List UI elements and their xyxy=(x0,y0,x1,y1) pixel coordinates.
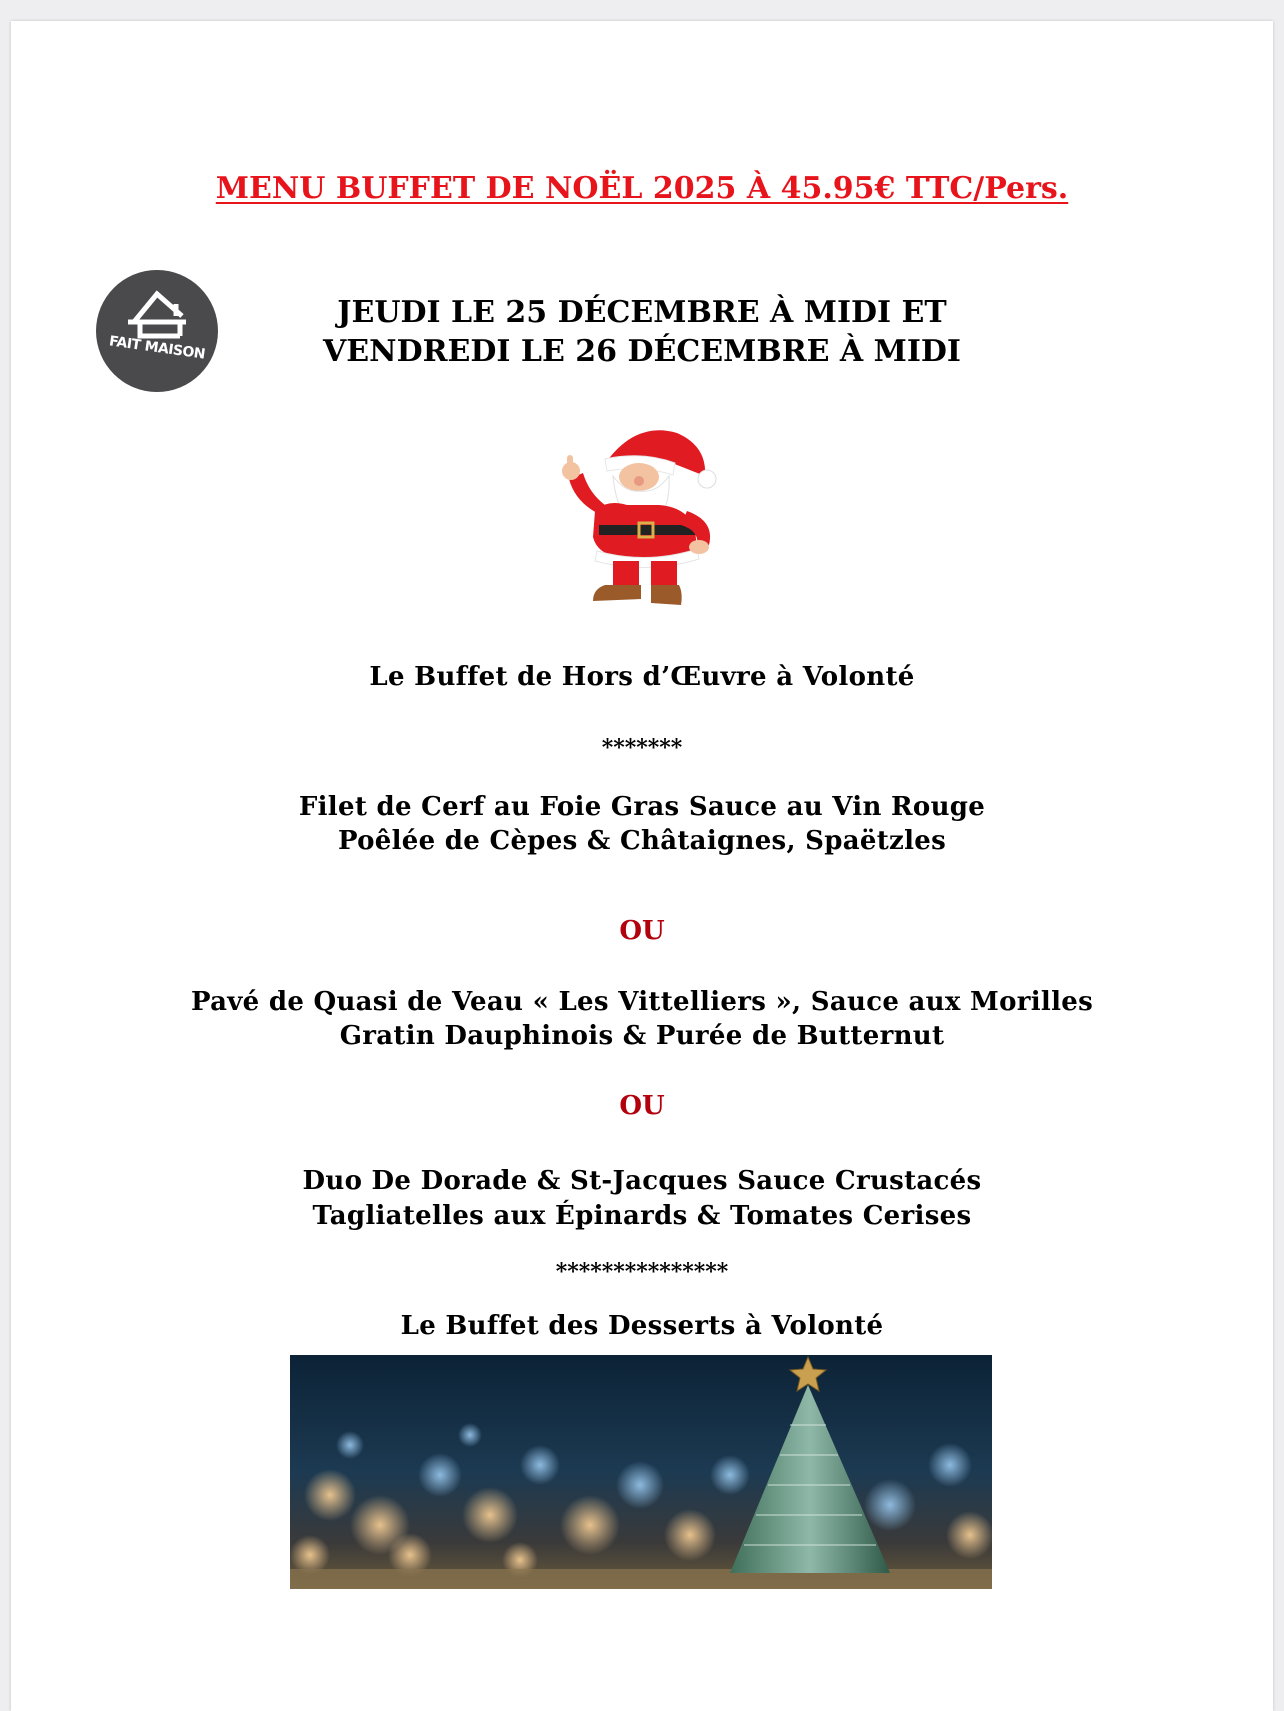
main-option-3-line-1: Duo De Dorade & St-Jacques Sauce Crustacés xyxy=(302,1166,982,1196)
menu-page xyxy=(11,21,1273,1711)
main-option-3-line-2: Tagliatelles aux Épinards & Tomates Cerises xyxy=(312,1201,972,1231)
logo-label: FAIT MAISON xyxy=(108,333,206,363)
fait-maison-logo xyxy=(96,270,218,392)
separator-long: *************** xyxy=(555,1259,729,1285)
main-option-1-line-2: Poêlée de Cèpes & Châtaignes, Spaëtzles xyxy=(337,826,947,856)
separator-short: ******* xyxy=(601,735,683,761)
or-label-2: OU xyxy=(619,1091,665,1121)
main-option-2-line-2: Gratin Dauphinois & Purée de Butternut xyxy=(339,1021,945,1051)
starter-buffet: Le Buffet de Hors d’Œuvre à Volonté xyxy=(369,662,915,692)
or-label-1: OU xyxy=(619,916,665,946)
house-icon xyxy=(96,270,218,392)
christmas-tree-bokeh-photo xyxy=(290,1355,992,1589)
main-option-1-line-1: Filet de Cerf au Foie Gras Sauce au Vin Rouge xyxy=(298,792,986,822)
main-option-2-line-1: Pavé de Quasi de Veau « Les Vittelliers », Sauce aux Morilles xyxy=(190,987,1094,1017)
santa-claus-illustration xyxy=(547,421,747,611)
date-line-2: VENDREDI LE 26 DÉCEMBRE À MIDI xyxy=(323,334,961,369)
dessert-buffet: Le Buffet des Desserts à Volonté xyxy=(400,1311,884,1341)
menu-title: MENU BUFFET DE NOËL 2025 À 45.95€ TTC/Pers. xyxy=(215,171,1069,206)
date-line-1: JEUDI LE 25 DÉCEMBRE À MIDI ET xyxy=(337,295,947,330)
